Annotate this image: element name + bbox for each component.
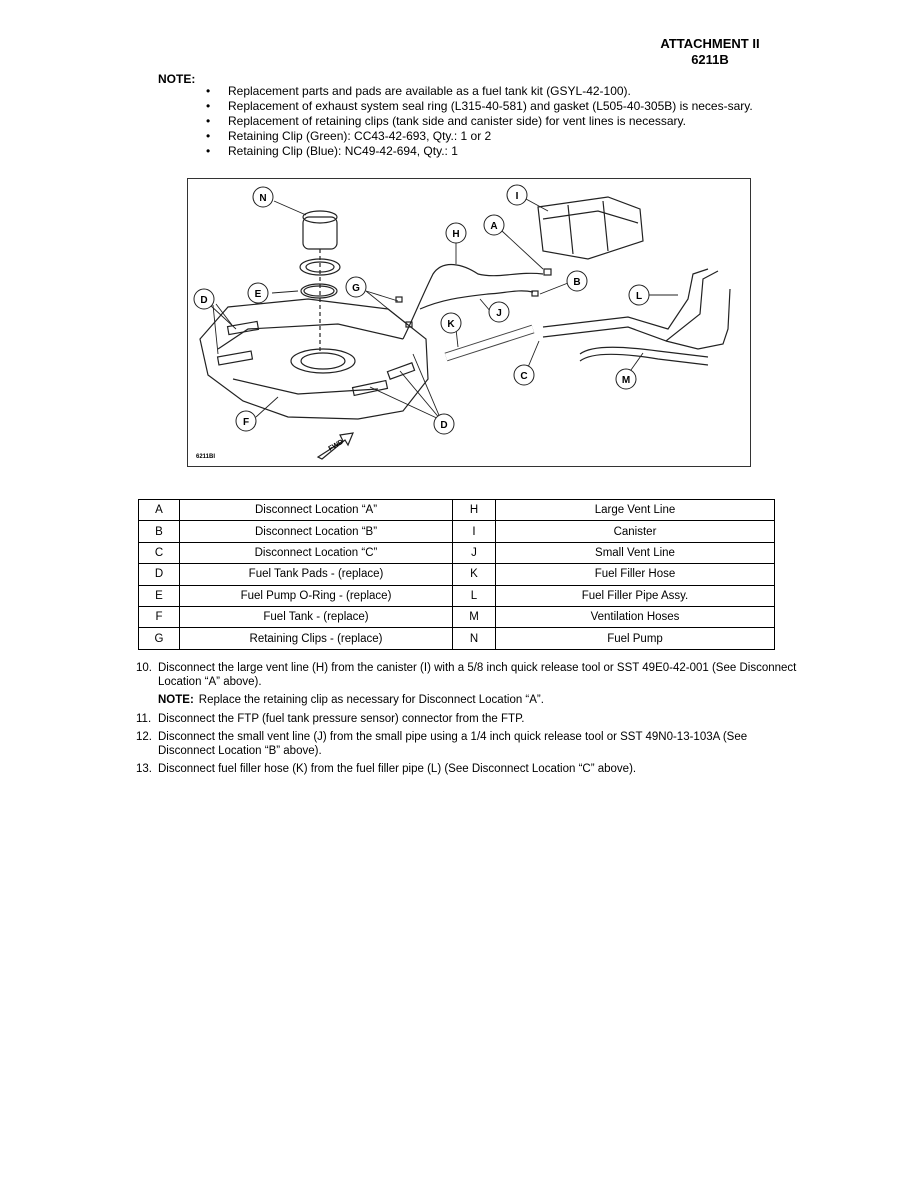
callout-f-label: F	[242, 417, 250, 428]
callout-g-label: G	[352, 283, 360, 294]
step-13	[136, 763, 801, 777]
callout-a-label: A	[490, 221, 498, 232]
legend-key: K	[453, 564, 496, 585]
note-list	[203, 84, 793, 159]
legend-key: E	[139, 585, 180, 606]
step-10	[136, 662, 801, 689]
legend-value: Fuel Filler Hose	[496, 564, 775, 585]
callout-l-label: L	[635, 291, 643, 302]
attachment-title: ATTACHMENT II	[660, 36, 760, 51]
step-text: Disconnect the FTP (fuel tank pressure sensor) connector from the FTP.	[158, 712, 525, 725]
retaining-clip	[396, 297, 402, 302]
legend-key: G	[139, 628, 180, 649]
table-row	[139, 500, 775, 521]
note-item: • Replacement parts and pads are available as a fuel tank kit (GSYL-42-100).	[203, 84, 793, 98]
legend-value: Disconnect Location “B”	[180, 521, 453, 542]
legend-value: Fuel Tank - (replace)	[180, 606, 453, 627]
retaining-clip	[544, 269, 551, 275]
table-row	[139, 564, 775, 585]
table-row	[139, 542, 775, 563]
callout-j-label: J	[496, 308, 502, 319]
legend-key: L	[453, 585, 496, 606]
callout-e-label: E	[254, 289, 262, 300]
tank-pad	[218, 351, 253, 365]
fuel-system-diagram	[187, 178, 751, 467]
legend-value: Fuel Tank Pads - (replace)	[180, 564, 453, 585]
legend-key: B	[139, 521, 180, 542]
step-text: Disconnect the large vent line (H) from the canister (I) with a 5/8 inch quick release tool or SST 49E0-42-001 (See Disconnect Location “A” above).	[158, 662, 797, 688]
fuel-tank-shape	[200, 299, 428, 419]
legend-value: Ventilation Hoses	[496, 606, 775, 627]
legend-key: D	[139, 564, 180, 585]
callout-c-label: C	[520, 371, 528, 382]
diagram-drawing	[188, 179, 750, 466]
legend-value: Fuel Pump	[496, 628, 775, 649]
table-row	[139, 628, 775, 649]
step-12	[136, 731, 801, 758]
legend-key: C	[139, 542, 180, 563]
small-vent-line	[420, 291, 533, 309]
table-row	[139, 585, 775, 606]
legend-key: N	[453, 628, 496, 649]
note-item: • Retaining Clip (Blue): NC49-42-694, Qty.: 1	[203, 144, 793, 158]
tank-pad	[228, 321, 259, 334]
legend-table	[138, 499, 775, 650]
document-header	[650, 36, 770, 68]
callout-n-label: N	[259, 193, 267, 204]
step-text: Disconnect the small vent line (J) from the small pipe using a 1/4 inch quick release tool or SST 49N0-13-103A (See Disconnect Location “B” above).	[158, 731, 748, 757]
ventilation-hoses	[580, 347, 708, 357]
note-text: Replace the retaining clip as necessary for Disconnect Location “A”.	[198, 694, 544, 706]
callout-k-label: K	[447, 319, 455, 330]
figure-id: 6211BI	[196, 454, 216, 460]
table-row	[139, 606, 775, 627]
legend-key: M	[453, 606, 496, 627]
legend-value: Canister	[496, 521, 775, 542]
document-id: 6211B	[691, 52, 729, 67]
step-10-note	[136, 694, 801, 708]
step-11	[136, 713, 801, 727]
note-label: NOTE:	[158, 72, 196, 86]
step-number: 10.	[136, 662, 152, 674]
table-row	[139, 521, 775, 542]
step-number: 13.	[136, 763, 152, 775]
callout-b-label: B	[573, 277, 581, 288]
procedure-steps	[136, 662, 801, 782]
callout-d2-label: D	[440, 420, 448, 431]
legend-value: Large Vent Line	[496, 500, 775, 521]
legend-value: Fuel Filler Pipe Assy.	[496, 585, 775, 606]
note-label: NOTE:	[158, 694, 194, 706]
legend-key: F	[139, 606, 180, 627]
legend-key: A	[139, 500, 180, 521]
legend-key: H	[453, 500, 496, 521]
legend-value: Small Vent Line	[496, 542, 775, 563]
callout-m-label: M	[621, 375, 631, 386]
note-item: • Retaining Clip (Green): CC43-42-693, Qty.: 1 or 2	[203, 129, 793, 143]
step-text: Disconnect fuel filler hose (K) from the fuel filler pipe (L) (See Disconnect Location “C” above).	[158, 763, 637, 775]
tank-pad	[353, 381, 388, 396]
note-item: • Replacement of exhaust system seal ring (L315-40-581) and gasket (L505-40-305B) is neces-sary.	[203, 99, 793, 113]
note-item: • Replacement of retaining clips (tank side and canister side) for vent lines is necessary.	[203, 114, 793, 128]
callout-d-label: D	[200, 295, 208, 306]
fwd-label: FWD	[327, 438, 345, 453]
canister-shape	[538, 197, 643, 259]
legend-value: Fuel Pump O-Ring - (replace)	[180, 585, 453, 606]
step-number: 12.	[136, 731, 152, 743]
legend-value: Disconnect Location “A”	[180, 500, 453, 521]
legend-key: I	[453, 521, 496, 542]
tank-pad	[387, 363, 414, 379]
step-number: 11.	[136, 712, 152, 725]
callout-h-label: H	[452, 229, 460, 240]
legend-value: Retaining Clips - (replace)	[180, 628, 453, 649]
legend-key: J	[453, 542, 496, 563]
callout-i-label: I	[515, 191, 519, 202]
legend-value: Disconnect Location “C”	[180, 542, 453, 563]
